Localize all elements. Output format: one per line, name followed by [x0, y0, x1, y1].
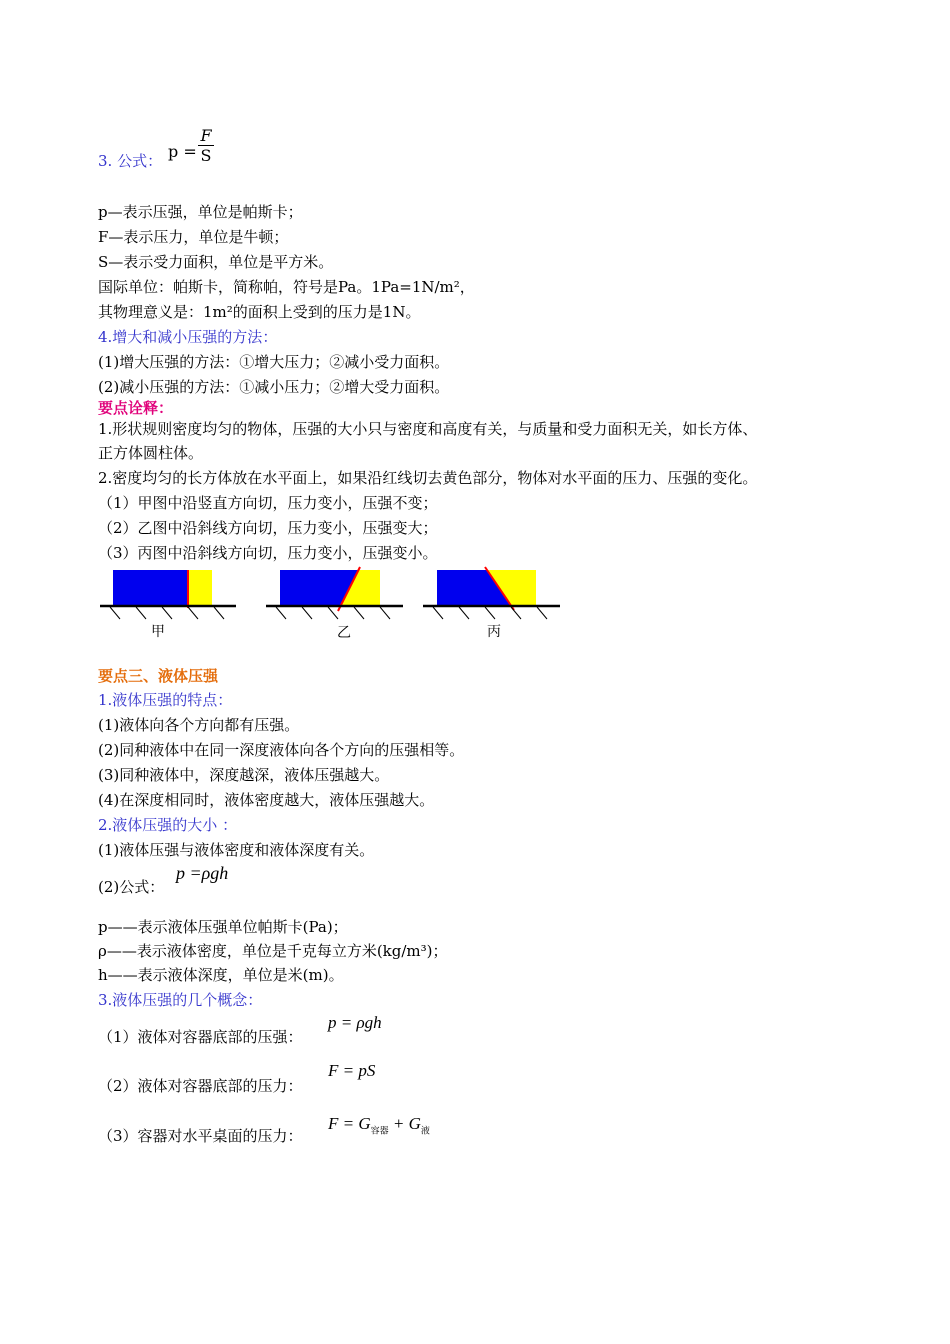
formula-lhs: p = [168, 142, 197, 161]
text-line: (1)液体向各个方向都有压强。 [98, 716, 300, 734]
text-line: （1）甲图中沿竖直方向切，压力变小，压强不变； [98, 494, 438, 512]
text-line: （3）丙图中沿斜线方向切，压力变小，压强变小。 [98, 544, 438, 562]
formula-part: F = G [328, 1114, 371, 1133]
notes-heading: 要点诠释： [98, 399, 174, 417]
formula-subscript: 容器 [370, 1125, 389, 1136]
text-line: p—表示压强，单位是帕斯卡； [98, 203, 303, 221]
formula-heading: 3. 公式： [98, 152, 163, 170]
ground-hatch [110, 607, 224, 619]
concept-formula [328, 1114, 430, 1136]
cut-block-diagram [98, 565, 568, 643]
subsection-heading: 1.液体压强的特点： [98, 691, 233, 709]
concept-formula: p = ρgh [328, 1013, 382, 1032]
text-line: p——表示液体压强单位帕斯卡(Pa)； [98, 918, 348, 936]
text-line: 正方体圆柱体。 [98, 444, 204, 462]
text-line: ρ——表示液体密度，单位是千克每立方米(kg/m³)； [98, 942, 448, 960]
formula-label: (2)公式： [98, 878, 165, 896]
section-heading: 要点三、液体压强 [98, 667, 219, 685]
text-line: 2.密度均匀的长方体放在水平面上，如果沿红线切去黄色部分，物体对水平面的压力、压强的变化。 [98, 469, 758, 487]
formula-subscript: 液 [420, 1125, 430, 1136]
pressure-formula [168, 142, 197, 161]
diagram-label-yi: 乙 [337, 625, 351, 641]
ground-hatch [276, 607, 390, 619]
concept-label: （3）容器对水平桌面的压力： [98, 1127, 303, 1145]
text-line: 其物理意义是：1m²的面积上受到的压力是1N。 [98, 303, 421, 321]
concept-label: （1）液体对容器底部的压强： [98, 1028, 303, 1046]
diagram-jia [100, 570, 236, 640]
text-line: (2)同种液体中在同一深度液体向各个方向的压强相等。 [98, 741, 465, 759]
formula-part: + G [388, 1114, 421, 1133]
concept-label: （2）液体对容器底部的压力： [98, 1077, 303, 1095]
subsection-heading: 2.液体压强的大小 ： [98, 816, 238, 834]
diagram-yi [266, 567, 403, 641]
ground-hatch [433, 607, 547, 619]
text-line: （2）乙图中沿斜线方向切，压力变小，压强变大； [98, 519, 438, 537]
liquid-pressure-formula: p =ρgh [176, 863, 229, 883]
text-line: (1)液体压强与液体密度和液体深度有关。 [98, 841, 375, 859]
diagram-label-bing: 丙 [487, 624, 501, 640]
concept-formula: F = pS [328, 1061, 376, 1080]
text-line: h——表示液体深度，单位是米(m)。 [98, 966, 344, 984]
formula-denominator: S [200, 146, 212, 165]
formula-fraction [198, 126, 214, 165]
text-line: 1.形状规则密度均匀的物体，压强的大小只与密度和高度有关，与质量和受力面积无关，如长方体、 [98, 420, 758, 438]
diagram-bing [423, 567, 560, 640]
text-line: (3)同种液体中，深度越深，液体压强越大。 [98, 766, 390, 784]
methods-heading: 4.增大和减小压强的方法： [98, 328, 278, 346]
text-line: S—表示受力面积，单位是平方米。 [98, 253, 334, 271]
text-line: F—表示压力，单位是牛顿； [98, 228, 289, 246]
formula-numerator: F [200, 126, 212, 145]
block-remaining [113, 570, 188, 606]
text-line: 国际单位：帕斯卡，简称帕，符号是Pa。1Pa=1N/m²， [98, 278, 475, 296]
text-line: (4)在深度相同时，液体密度越大，液体压强越大。 [98, 791, 435, 809]
subsection-heading: 3.液体压强的几个概念： [98, 991, 263, 1009]
text-line: (2)减小压强的方法：①减小压力；②增大受力面积。 [98, 378, 450, 396]
block-cut-part [188, 570, 212, 606]
diagram-label-jia: 甲 [151, 624, 165, 640]
text-line: (1)增大压强的方法：①增大压力；②减小受力面积。 [98, 353, 450, 371]
